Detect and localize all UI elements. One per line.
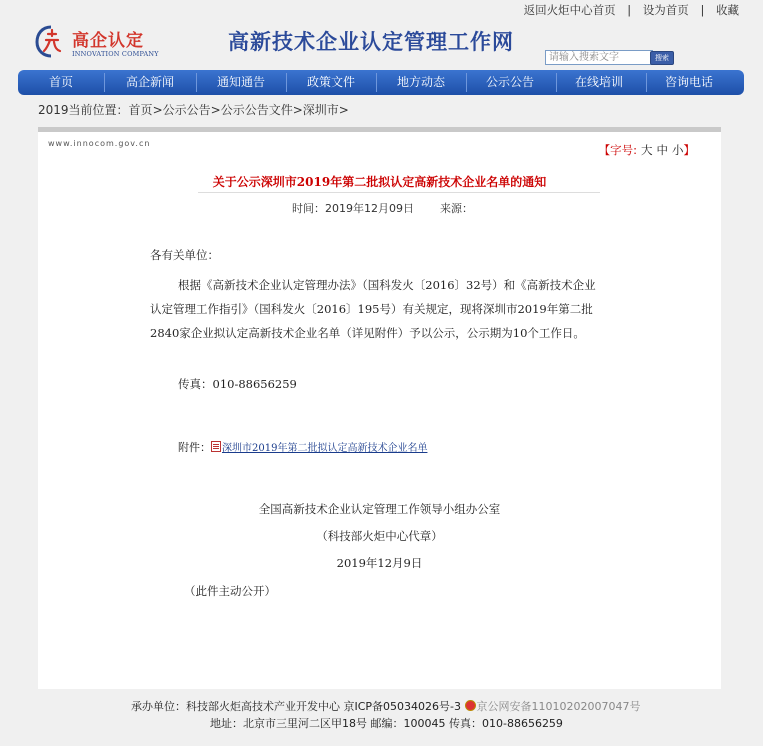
breadcrumb-announcement-files[interactable]: 公示公告文件 [220,103,293,117]
nav-item-policy[interactable]: 政策文件 [306,75,355,89]
nav-item-announcements[interactable]: 公示公告 [485,75,534,89]
top-separator: | [700,3,705,17]
logo-text-en: INNOVATION COMPANY [72,50,159,58]
link-torch-home[interactable]: 返回火炬中心首页 [523,3,616,17]
font-size-small[interactable]: 小 [672,143,684,157]
nav-item-home[interactable]: 首页 [48,75,73,89]
footer-address: 地址：北京市三里河二区甲18号 邮编：100045 传真：010-88656259 [210,717,563,730]
salutation: 各有关单位： [150,248,219,262]
logo-text-cn: 高企认定 [72,31,144,51]
font-size-end: 】 [683,143,695,157]
breadcrumb-announcements[interactable]: 公示公告 [162,103,211,117]
document-icon [211,441,221,452]
main-nav [18,70,744,95]
site-title: 高新技术企业认定管理工作网 [228,29,514,54]
nav-divider [286,73,287,92]
font-size-large[interactable]: 大 [641,143,653,157]
article-paragraph: 根据《高新技术企业认定管理办法》（国科发火〔2016〕32号）和《高新技术企业认定管理工作指引》（国科发火〔2016〕195号）有关规定，现将深圳市2019年第二批2840家企业拟认定高新技术企业名单（详见附件）予以公示，公示期为10个工作日。 [150,278,596,340]
breadcrumb-sep: > [210,103,221,117]
top-separator: | [627,3,632,17]
footer-line-1 [131,698,641,714]
public-note: （此件主动公开） [184,584,276,598]
breadcrumb-sep: > [338,103,349,117]
nav-item-hotline[interactable]: 咨询电话 [664,75,713,89]
fax-line: 传真：010-88656259 [178,377,297,391]
article-date: 时间：2019年12月09日 [292,202,414,215]
site-logo[interactable] [34,22,164,64]
nav-item-news[interactable]: 高企新闻 [125,75,174,89]
article-meta [292,200,473,216]
title-divider [198,192,600,193]
sign-date: 2019年12月9日 [336,556,423,570]
site-header [0,14,763,70]
site-domain: www.innocom.gov.cn [48,139,151,148]
attachment-line [178,439,427,455]
font-size-medium[interactable]: 中 [656,143,668,157]
sign-agent: （科技部火炬中心代章） [316,529,443,543]
breadcrumb-sep: > [152,103,163,117]
breadcrumb-prefix: 2019当前位置： [38,103,129,117]
article-panel [38,127,721,689]
search-button[interactable]: 搜索 [650,51,674,65]
attachment-link[interactable]: 深圳市2019年第二批拟认定高新技术企业名单 [222,443,428,454]
attachment-label: 附件： [178,441,211,454]
nav-divider [196,73,197,92]
font-size-label: 【字号: [598,143,637,157]
sign-office: 全国高新技术企业认定管理工作领导小组办公室 [258,502,501,516]
footer-police-record[interactable]: 京公网安备11010202007047号 [476,700,641,713]
font-size-switcher [599,142,695,158]
nav-divider [376,73,377,92]
article-top-bar [38,127,721,132]
search-input[interactable]: 请输入搜索文字 [545,50,653,65]
nav-item-training[interactable]: 在线培训 [574,75,623,89]
breadcrumb-sep: > [292,103,303,117]
police-badge-icon [465,700,476,711]
nav-item-local[interactable]: 地方动态 [396,75,445,89]
link-add-favorite[interactable]: 收藏 [716,3,739,17]
logo-mark-icon [34,24,68,58]
article-title: 关于公示深圳市2019年第二批拟认定高新技术企业名单的通知 [212,175,547,189]
link-set-homepage[interactable]: 设为首页 [642,3,689,17]
nav-item-notices[interactable]: 通知通告 [216,75,265,89]
breadcrumb [38,101,349,118]
footer-organizer: 承办单位：科技部火炬高技术产业开发中心 京ICP备05034026号-3 [131,700,462,713]
nav-divider [104,73,105,92]
breadcrumb-shenzhen[interactable]: 深圳市 [302,103,339,117]
breadcrumb-home[interactable]: 首页 [128,103,153,117]
article-source: 来源： [440,202,473,215]
